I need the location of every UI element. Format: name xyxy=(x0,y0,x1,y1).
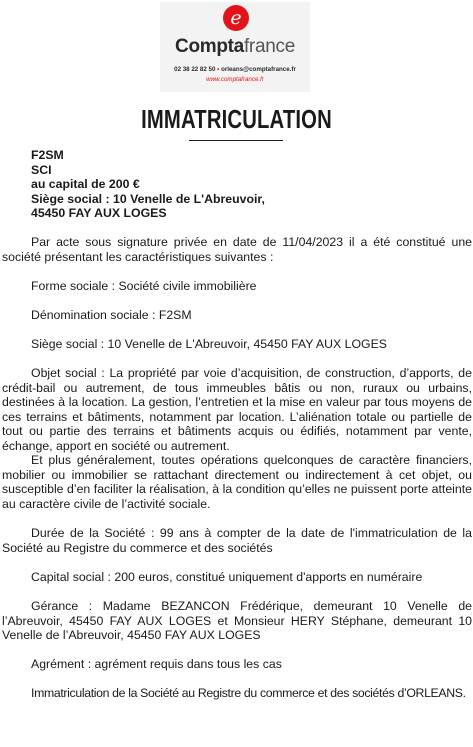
paragraph-gerance: Gérance : Madame BEZANCON Frédérique, demeurant 10 Venelle de l’Abreuvoir, 45450 FAY AUX LOGES et Monsieur HERY Stéphane, demeurant 10 Venelle de l’Abreuvoir, 45450 FAY AUX LOGES xyxy=(2,599,472,642)
contact-line xyxy=(160,66,310,73)
paragraph-denomination: Dénomination sociale : F2SM xyxy=(31,308,192,322)
company-address-line1: Siège social : 10 Venelle de L'Abreuvoir, xyxy=(31,191,265,206)
paragraph-forme: Forme sociale : Société civile immobilière xyxy=(31,279,257,293)
paragraph-objet: Objet social : La propriété par voie d’acquisition, de construction, d’apports, de crédit-bail ou autrement, de tous immeubles bâtis ou non, ruraux ou urbains, destinées à la location. La gestion, l’entretien et la mise en valeur par tous moyens de ces terrains et bâtiments, notamment par location. L’aliénation totale ou partielle de tout ou partie des terrains et bâtiments acquis ou édifiés, notamment par vente, échange, apport en société ou autrement. xyxy=(2,366,472,453)
paragraph-immatriculation: Immatriculation de la Société au Registre du commerce et des sociétés d’ORLEANS. xyxy=(31,686,466,700)
brand-name-part2: france xyxy=(243,36,295,57)
logo-glyph: e xyxy=(230,7,242,29)
paragraph-intro: Par acte sous signature privée en date de 11/04/2023 il a été constitué une société présentant les caractéristiques suivantes : xyxy=(2,235,472,264)
company-form: SCI xyxy=(31,162,52,177)
phone-number: 02 38 22 82 50 xyxy=(174,66,216,73)
company-capital: au capital de 200 € xyxy=(31,177,140,191)
company-address-line2: 45450 FAY AUX LOGES xyxy=(31,206,167,220)
brand-name xyxy=(160,36,310,58)
paragraph-siege: Siège social : 10 Venelle de L'Abreuvoir, 45450 FAY AUX LOGES xyxy=(31,337,387,351)
title-underline xyxy=(189,140,283,141)
paragraph-duree: Durée de la Société : 99 ans à compter de la date de l'immatriculation de la Société au Registre du commerce et des sociétés xyxy=(2,526,472,555)
contact-separator: • xyxy=(217,66,220,73)
website-link[interactable]: www.comptafrance.fr xyxy=(206,76,264,83)
paragraph-capital: Capital social : 200 euros, constitué uniquement d'apports en numéraire xyxy=(31,570,423,584)
notice-title: IMMATRICULATION xyxy=(141,104,332,134)
company-name: F2SM xyxy=(31,148,64,162)
brand-logo-icon xyxy=(223,5,249,31)
paragraph-objet-suite: Et plus généralement, toutes opérations quelconques de caractère financiers, mobilier ou immobilier se rattachant directement ou indirectement à cet objet, ou susceptible d’en faciliter la réalisation, à la condition qu’elles ne puissent porte atteinte au caractère civile de l’activité sociale. xyxy=(2,453,472,511)
paragraph-agrement: Agrément : agrément requis dans tous les cas xyxy=(31,657,282,671)
company-header xyxy=(31,148,451,221)
email-address: orleans@comptafrance.fr xyxy=(221,66,296,73)
brand-name-part1: Compta xyxy=(175,36,244,57)
